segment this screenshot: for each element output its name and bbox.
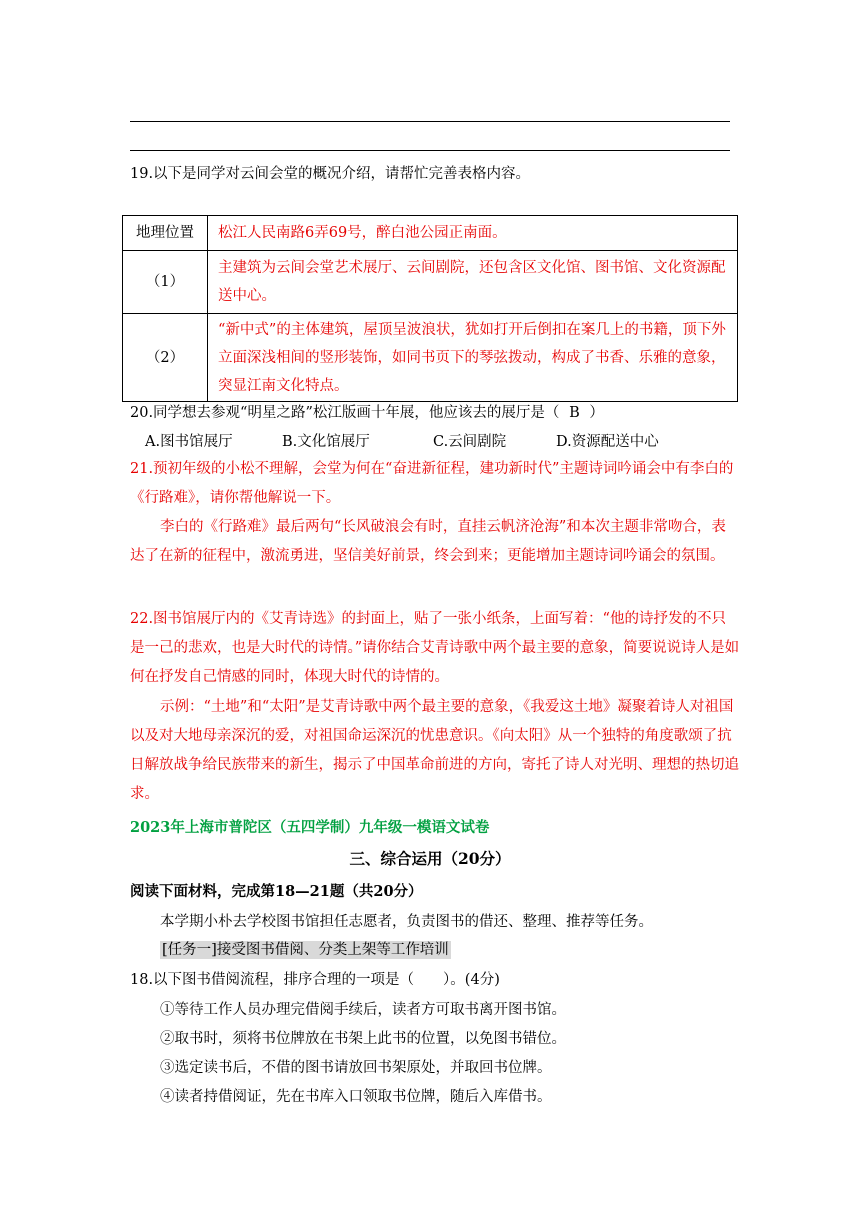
row2-label: （1） — [123, 251, 208, 314]
q22-question: 22.图书馆展厅内的《艾青诗选》的封面上，贴了一张小纸条，上面写着：“他的诗抒发的不只是一己的悲欢，也是大时代的诗情。”请你结合艾青诗歌中两个最主要的意象，简要说说诗人是如何在抒发自己情感的同时，体现大时代的诗情的。 — [130, 611, 740, 685]
q18-question: 18.以下图书借阅流程，排序合理的一项是（ ）。(4分) — [130, 972, 500, 988]
task1-highlight: [任务一]接受图书借阅、分类上架等工作培训 — [162, 942, 449, 958]
q20-option-b: B.文化馆展厅 — [282, 434, 370, 450]
row1-label: 地理位置 — [123, 216, 208, 251]
q22-answer: 示例：“土地”和“太阳”是艾青诗歌中两个最主要的意象，《我爱这土地》凝聚着诗人对祖国以及对大地母亲深沉的爱，对祖国命运深沉的忧患意识。《向太阳》从一个独特的角度歌颂了抗日解放战争给民族带来的新生，揭示了中国革命前进的方向，寄托了诗人对光明、理想的热切追求。 — [130, 699, 739, 802]
task1-heading — [160, 938, 451, 959]
q18-step-3: ③选定读书后，不借的图书请放回书架原处，并取回书位牌。 — [160, 1060, 552, 1076]
row3-label: （2） — [123, 314, 208, 402]
q21-answer: 李白的《行路难》最后两句“长风破浪会有时，直挂云帆济沧海”和本次主题非常吻合，表达了在新的征程中，激流勇进，坚信美好前景，终会到来；更能增加主题诗词吟诵会的氛围。 — [130, 519, 726, 564]
q18-step-4: ④读者持借阅证，先在书库入口领取书位牌，随后入库借书。 — [160, 1089, 552, 1105]
q20-prefix: 20.同学想去参观“明星之路”松江版画十年展，他应该去的展厅是（ — [130, 405, 560, 421]
row3-value: “新中式”的主体建筑，屋顶呈波浪状，犹如打开后倒扣在案几上的书籍，顶下外立面深浅相间的竖形装饰，如同书页下的琴弦拨动，构成了书香、乐雅的意象，突显江南文化特点。 — [208, 314, 738, 402]
table-row — [123, 314, 738, 402]
intro-paragraph: 本学期小朴去学校图书馆担任志愿者，负责图书的借还、整理、推荐等任务。 — [160, 914, 653, 930]
answer-line-1 — [130, 121, 730, 122]
answer-line-2 — [130, 150, 730, 151]
q20-answer: B — [569, 405, 580, 421]
table-row — [123, 216, 738, 251]
table-row — [123, 251, 738, 314]
section-heading: 三、综合运用（20分） — [349, 849, 511, 868]
q20-option-c: C.云间剧院 — [433, 434, 507, 450]
exam-title: 2023年上海市普陀区（五四学制）九年级一模语文试卷 — [130, 819, 490, 836]
q18-step-1: ①等待工作人员办理完借阅手续后，读者方可取书离开图书馆。 — [160, 1002, 566, 1018]
q20-suffix: ） — [589, 405, 604, 421]
q20-option-a: A.图书馆展厅 — [145, 434, 233, 450]
q18-step-2: ②取书时，须将书位牌放在书架上此书的位置，以免图书错位。 — [160, 1031, 566, 1047]
q20-option-d: D.资源配送中心 — [556, 434, 659, 450]
q19-title: 19.以下是同学对云间会堂的概况介绍，请帮忙完善表格内容。 — [130, 166, 531, 182]
instruction: 阅读下面材料，完成第18—21题（共20分） — [130, 883, 423, 900]
row1-value: 松江人民南路6弄69号，醉白池公园正南面。 — [208, 216, 738, 251]
q21-question: 21.预初年级的小松不理解，会堂为何在“奋进新征程，建功新时代”主题诗词吟诵会中有李白的《行路难》，请你帮他解说一下。 — [130, 461, 734, 506]
row2-value: 主建筑为云间会堂艺术展厅、云间剧院，还包含区文化馆、图书馆、文化资源配送中心。 — [208, 251, 738, 314]
q19-info-table — [122, 215, 738, 402]
q20-question — [130, 401, 604, 422]
